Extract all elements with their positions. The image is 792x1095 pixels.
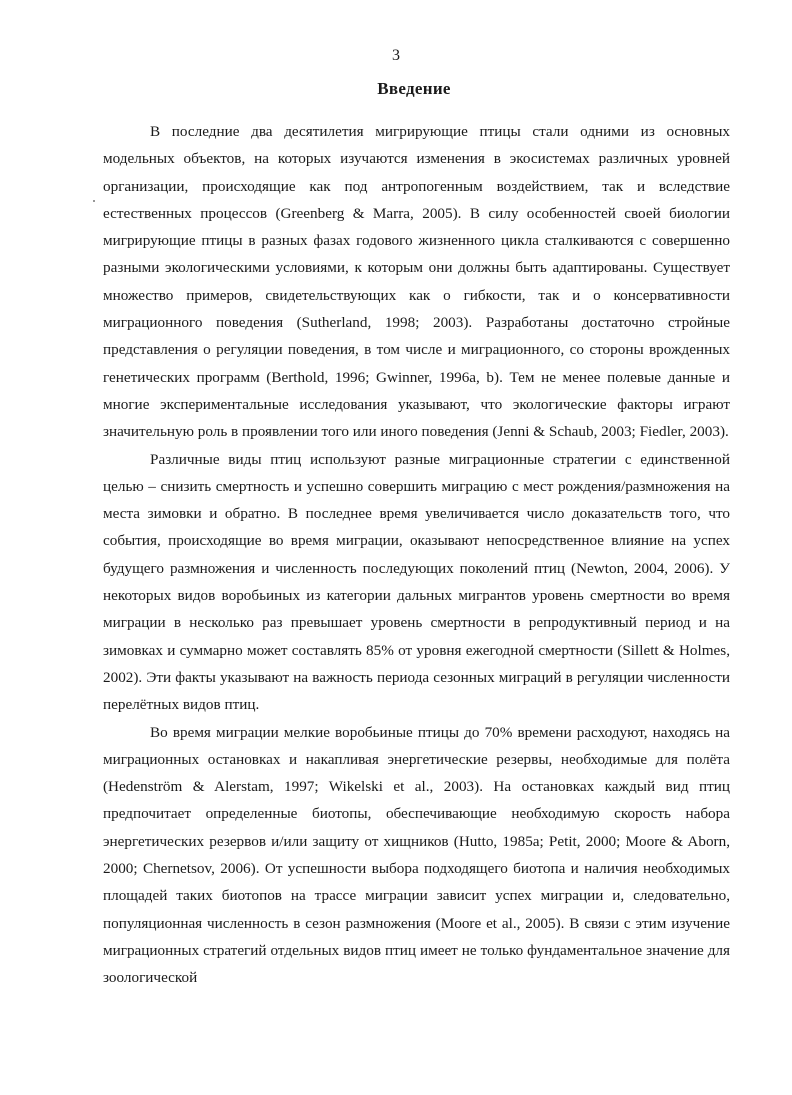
paragraph: В последние два десятилетия мигрирующие птицы стали одними из основных модельных объектов, на которых изучаются изменения в экосистемах различных уровней организации, происходящие как под антропогенным воздействием, так и вследствие естественных процессов (Greenberg & Marra, 2005). В силу особенностей своей биологии мигрирующие птицы в разных фазах годового жизненного цикла сталкиваются с совершенно разными экологическими условиями, к которым они должны быть адаптированы. Существует множество примеров, свидетельствующих как о гибкости, так и о консервативности миграционного поведения (Sutherland, 1998; 2003). Разработаны достаточно стройные представления о регуляции поведения, в том числе и миграционного, со стороны врожденных генетических программ (Berthold, 1996; Gwinner, 1996a, b). Тем не менее полевые данные и многие экспериментальные исследования указывают, что экологические факторы играют значительную роль в проявлении того или иного поведения (Jenni & Schaub, 2003; Fiedler, 2003).: [103, 123, 730, 441]
section-heading: Введение: [377, 79, 451, 98]
page-number: 3: [392, 47, 400, 64]
paragraph: Во время миграции мелкие воробьиные птицы до 70% времени расходуют, находясь на миграционных остановках и накапливая энергетические резервы, необходимые для полёта (Hedenström & Alerstam, 1997; Wikelski et al., 2003). На остановках каждый вид птиц предпочитает определенные биотопы, обеспечивающие необходимую скорость набора энергетических резервов и/или защиту от хищников (Hutto, 1985a; Petit, 2000; Moore & Aborn, 2000; Chernetsov, 2006). От успешности выбора подходящего биотопа и наличия необходимых площадей таких биотопов на трассе миграции зависит успех миграции и, следовательно, популяционная численность в сезон размножения (Moore et al., 2005). В связи с этим изучение миграционных стратегий отдельных видов птиц имеет не только фундаментальное значение для зоологической: [103, 723, 730, 987]
paragraph: Различные виды птиц используют разные миграционные стратегии с единственной целью – снизить смертность и успешно совершить миграцию с мест рождения/размножения на места зимовки и обратно. В последнее время увеличивается число доказательств того, что события, происходящие во время миграции, оказывают непосредственное влияние на успех будущего размножения и численность последующих поколений птиц (Newton, 2004, 2006). У некоторых видов воробьиных из категории дальных мигрантов уровень смертности во время миграции в несколько раз превышает уровень смертности в репродуктивный период и на зимовках и суммарно может составлять 85% от уровня ежегодной смертности (Sillett & Holmes, 2002). Эти факты указывают на важность периода сезонных миграций в регуляции численности перелётных видов птиц.: [103, 450, 730, 714]
body-text: [103, 118, 730, 992]
scan-artifact: [93, 200, 95, 202]
